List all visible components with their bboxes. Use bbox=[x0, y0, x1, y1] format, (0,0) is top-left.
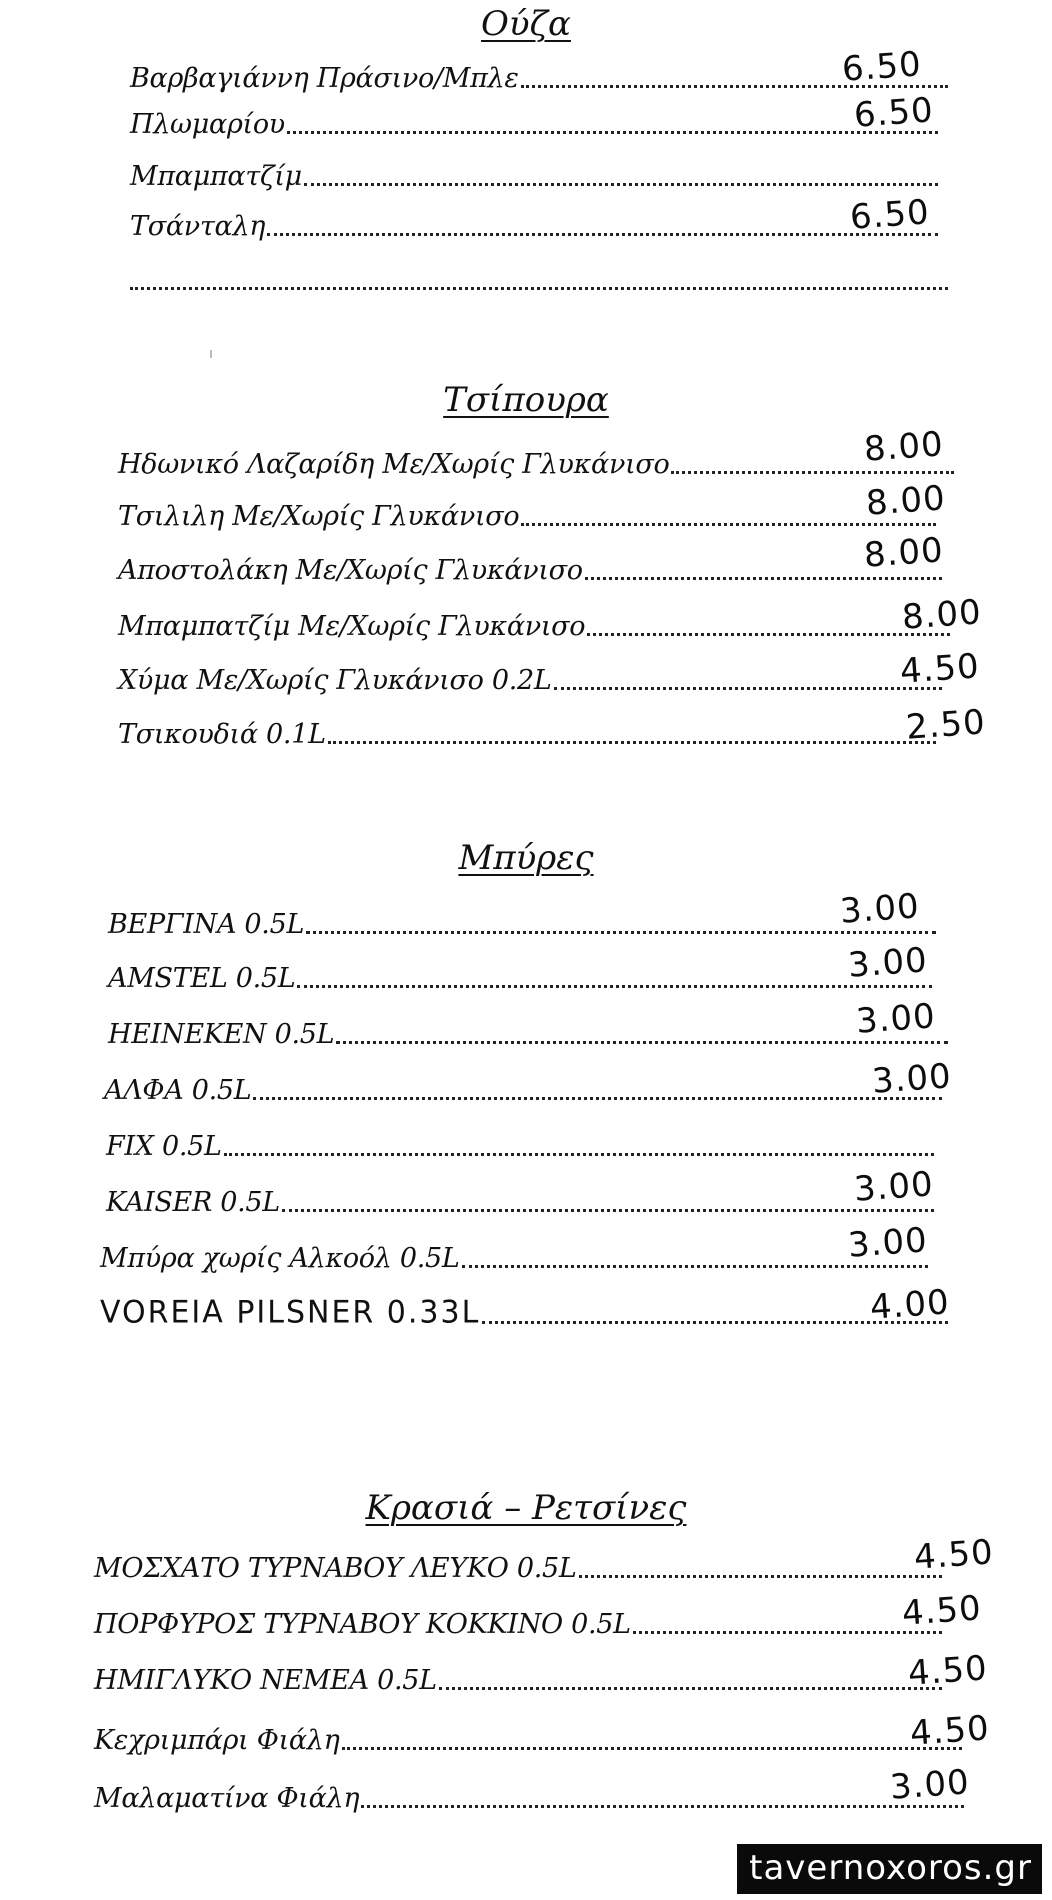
item-price: 8.00 bbox=[900, 592, 984, 638]
scan-speck bbox=[210, 350, 212, 358]
item-name: Χύμα Με/Χωρίς Γλυκάνισο 0.2L bbox=[118, 665, 552, 696]
item-price: 8.00 bbox=[864, 478, 948, 524]
item-price: 3.00 bbox=[852, 1164, 936, 1210]
item-name-handwritten: VOREIA PILSNER 0.33L bbox=[100, 1293, 481, 1331]
dot-leader bbox=[253, 1097, 942, 1100]
dot-leader bbox=[462, 1265, 928, 1268]
menu-item bbox=[118, 702, 988, 754]
item-price: 8.00 bbox=[862, 530, 946, 576]
item-price: 6.50 bbox=[852, 90, 936, 136]
menu-item bbox=[100, 1220, 930, 1278]
dot-leader bbox=[585, 577, 942, 580]
item-name: Αποστολάκη Με/Χωρίς Γλυκάνισο bbox=[118, 555, 583, 586]
section-title-wines: Κρασιά – Ρετσίνες bbox=[365, 1488, 687, 1528]
menu-item bbox=[130, 150, 940, 196]
menu-item bbox=[108, 886, 938, 944]
menu-item bbox=[118, 646, 982, 700]
item-name: ΗΜΙΓΛΥΚΟ ΝΕΜΕΑ 0.5L bbox=[94, 1665, 437, 1696]
item-price: 3.00 bbox=[854, 996, 938, 1042]
menu-item bbox=[130, 192, 940, 246]
menu-item bbox=[94, 1762, 972, 1818]
section-title-ouzo: Ούζα bbox=[481, 4, 571, 44]
dot-leader bbox=[439, 1687, 942, 1690]
item-price: 4.50 bbox=[900, 1588, 984, 1634]
menu-item bbox=[118, 478, 948, 536]
dot-leader bbox=[521, 523, 936, 526]
dot-leader bbox=[342, 1747, 963, 1750]
item-price: 3.00 bbox=[846, 1220, 930, 1266]
item-price: 3.00 bbox=[888, 1762, 972, 1808]
dot-leader bbox=[671, 471, 954, 474]
menu-item bbox=[118, 530, 946, 590]
item-price: 3.00 bbox=[838, 886, 922, 932]
menu-item bbox=[128, 254, 950, 300]
dot-leader bbox=[297, 985, 932, 988]
site-watermark: tavernoxoros.gr bbox=[737, 1844, 1042, 1894]
item-name: Μαλαματίνα Φιάλη bbox=[94, 1783, 360, 1814]
item-price: 6.50 bbox=[840, 44, 924, 90]
item-name: Πλωμαρίου bbox=[130, 109, 285, 140]
item-price: 4.50 bbox=[906, 1648, 990, 1694]
menu-item bbox=[100, 1282, 952, 1334]
menu-item bbox=[106, 1120, 936, 1166]
item-name: Μπαμπατζίμ Με/Χωρίς Γλυκάνισο bbox=[118, 611, 586, 642]
item-name: Τσιλιλη Με/Χωρίς Γλυκάνισο bbox=[118, 501, 520, 532]
item-name: Ηδωνικό Λαζαρίδη Με/Χωρίς Γλυκάνισο bbox=[118, 449, 670, 480]
dot-leader bbox=[287, 131, 938, 134]
item-price: 6.50 bbox=[848, 192, 932, 238]
dot-leader bbox=[130, 287, 948, 290]
menu-item bbox=[94, 1588, 984, 1644]
menu-item bbox=[118, 424, 956, 484]
menu-item bbox=[94, 1648, 990, 1700]
dot-leader bbox=[361, 1805, 964, 1808]
item-price: 3.00 bbox=[846, 940, 930, 986]
item-name: FIX 0.5L bbox=[106, 1131, 222, 1162]
item-name: AMSTEL 0.5L bbox=[108, 963, 296, 994]
item-price: 4.50 bbox=[908, 1708, 992, 1754]
menu-item bbox=[130, 44, 950, 98]
menu-item bbox=[118, 592, 984, 646]
menu-item bbox=[106, 1164, 936, 1222]
item-price: 4.50 bbox=[912, 1532, 996, 1578]
item-name: HEINEKEN 0.5L bbox=[108, 1019, 335, 1050]
item-name: Μπύρα χωρίς Αλκοόλ 0.5L bbox=[100, 1243, 460, 1274]
dot-leader bbox=[328, 741, 936, 744]
dot-leader bbox=[579, 1575, 942, 1578]
item-name: Τσάνταλη bbox=[130, 211, 266, 242]
item-name: Μπαμπατζίμ bbox=[130, 161, 302, 192]
menu-item bbox=[104, 1056, 954, 1110]
item-name: ΑΛΦΑ 0.5L bbox=[104, 1075, 252, 1106]
dot-leader bbox=[304, 183, 938, 186]
item-price: 2.50 bbox=[904, 702, 988, 748]
dot-leader bbox=[336, 1041, 948, 1044]
dot-leader bbox=[554, 687, 942, 690]
menu-item bbox=[94, 1532, 996, 1588]
menu-item bbox=[94, 1708, 992, 1760]
item-name: ΒΕΡΓΙΝΑ 0.5L bbox=[108, 909, 305, 940]
menu-item bbox=[130, 90, 940, 144]
dot-leader bbox=[587, 633, 950, 636]
menu-item bbox=[108, 996, 950, 1054]
dot-leader bbox=[633, 1631, 942, 1634]
dot-leader bbox=[282, 1209, 934, 1212]
item-name: Κεχριμπάρι Φιάλη bbox=[94, 1725, 340, 1756]
dot-leader bbox=[267, 233, 938, 236]
item-name: KAISER 0.5L bbox=[106, 1187, 280, 1218]
item-price: 4.00 bbox=[868, 1282, 952, 1328]
section-title-beers: Μπύρες bbox=[458, 838, 594, 878]
item-name: ΜΟΣΧΑΤΟ ΤΥΡΝΑΒΟΥ ΛΕΥΚΟ 0.5L bbox=[94, 1553, 577, 1584]
dot-leader bbox=[224, 1153, 934, 1156]
menu-item bbox=[108, 940, 934, 998]
item-name: Τσικουδιά 0.1L bbox=[118, 719, 326, 750]
item-price: 4.50 bbox=[898, 646, 982, 692]
section-title-tsipouro: Τσίπουρα bbox=[443, 380, 609, 420]
item-price: 8.00 bbox=[862, 424, 946, 470]
item-name: ΠΟΡΦΥΡΟΣ ΤΥΡΝΑΒΟΥ ΚΟΚΚΙΝΟ 0.5L bbox=[94, 1609, 631, 1640]
item-name: Βαρβαγιάννη Πράσινο/Μπλε bbox=[130, 63, 519, 94]
item-price: 3.00 bbox=[870, 1056, 954, 1102]
